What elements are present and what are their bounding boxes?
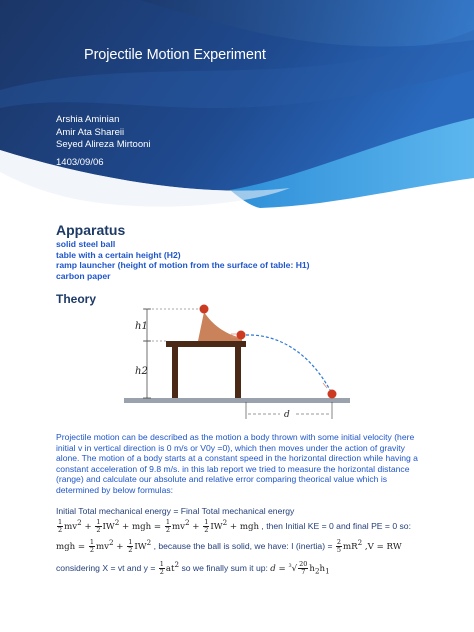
author-name: Seyed Alireza Mirtooni — [56, 139, 151, 150]
floor — [124, 398, 350, 403]
motion-line — [323, 383, 327, 388]
equation-4-prefix: considering X = vt and y = — [56, 562, 156, 573]
d-label: d — [284, 410, 290, 420]
energy-statement: Initial Total mechanical energy = Final Total mechanical energy — [56, 506, 295, 516]
apparatus-item: carbon paper — [56, 270, 111, 281]
projectile-diagram-svg — [120, 304, 355, 422]
document-title: Projectile Motion Experiment — [84, 47, 266, 63]
equation-4-mid: so we finally sum it up: — [181, 562, 268, 573]
apparatus-item: table with a certain height (H2) — [56, 249, 181, 260]
apparatus-item: solid steel ball — [56, 239, 116, 249]
document-date: 1403/09/06 — [56, 157, 104, 168]
theory-paragraph: Projectile motion can be described as the motion a body thrown with some initial velocity (here initial v in vertical direction is 0 m/s or V0y =0), which then moves under the action of gravity alone. The motion of a body starts at a constant speed in the horizontal direction while having a constant acceleration of 9.8 m/s. in this lab report we tried to measure the horizontal distance (range) and calculate our absolute and relative error comparing theorical value which is determined by below formulas: — [56, 432, 418, 495]
apparatus-item: ramp launcher (height of motion from the surface of table: H1) — [56, 260, 310, 271]
table-leg — [235, 346, 241, 398]
equation-2: mgh = $\frac{1}{2}$ $mv^2$ + $\frac{1}{2}$ $IW^2$ , because the ball is solid, we have: I (inertia) = $\frac{2}{5}$ $mR^2$ ,V = RW — [56, 537, 402, 554]
table-top — [166, 341, 246, 347]
ball-landing — [328, 390, 337, 399]
cover-header — [0, 0, 474, 225]
equation-1: $\frac{1}{2}$ $mv^2$ + $\frac{1}{2}$ $IW^2$ + mgh = $\frac{1}{2}$ $mv^2$ + $\frac{1}{2}$ $IW^2$ + mgh , then Initial KE = 0 and final PE = 0 so: — [58, 517, 411, 534]
equation-2-note: , because the ball is solid, we have: I (inertia) = — [153, 540, 333, 551]
equation-1-note: , then Initial KE = 0 and final PE = 0 so: — [261, 520, 411, 531]
apparatus-list — [56, 239, 310, 281]
author-name: Amir Ata Shareii — [56, 126, 125, 138]
ball-launch — [237, 331, 246, 340]
header-wave-background — [0, 0, 474, 225]
author-name: Arshia Aminian — [56, 114, 120, 125]
h1-label: h1 — [135, 321, 148, 332]
h2-label: h2 — [135, 366, 148, 377]
apparatus-heading: Apparatus — [56, 222, 126, 238]
author-list — [56, 114, 151, 152]
trajectory-path — [246, 335, 330, 390]
theory-heading: Theory — [56, 292, 97, 306]
table-leg — [172, 346, 178, 398]
equation-4: considering X = vt and y = $\frac{1}{2}$ $at^2$ so we finally sum it up: d = $^3$√ $\frac{20}{7}$ $h_2h_1$ — [56, 559, 330, 576]
projectile-diagram — [120, 304, 355, 427]
